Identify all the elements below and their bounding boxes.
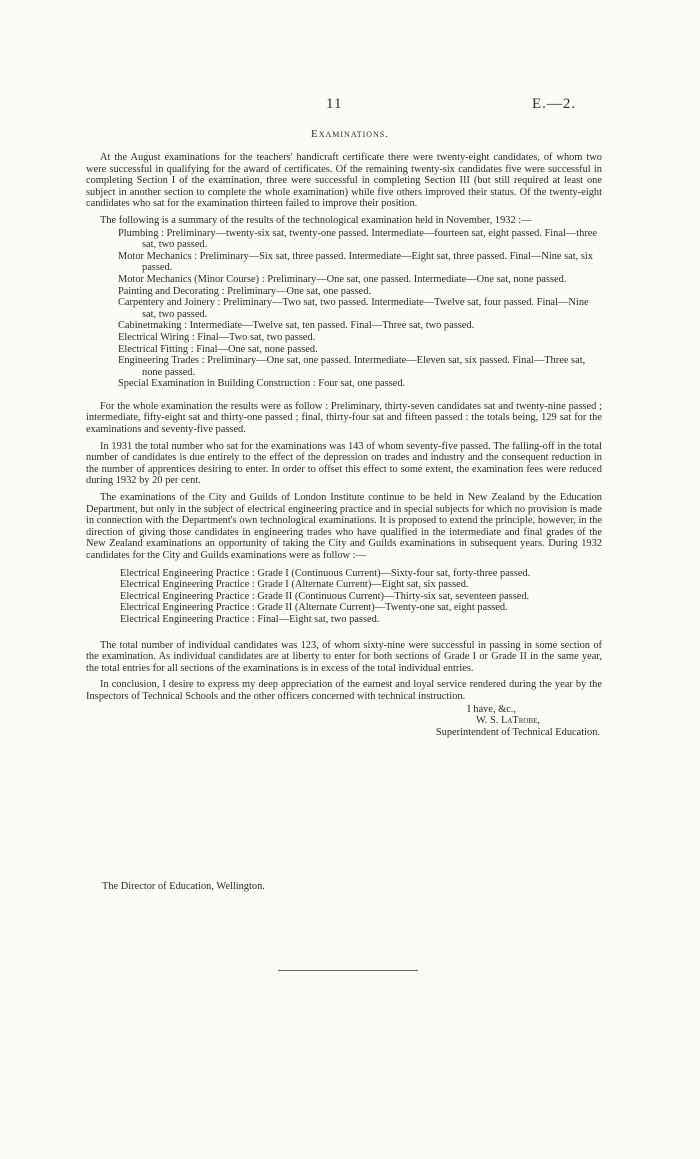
list-item: Electrical Engineering Practice : Grade II (Continuous Current)—Thirty-six sat, seventeen passed. — [120, 590, 530, 602]
paragraph-summary-intro: The following is a summary of the results of the technological examination held in November, 1932 :— — [100, 214, 532, 226]
signature-closing: I have, &c., — [467, 703, 516, 715]
list-item: Electrical Wiring : Final—Two sat, two passed. — [118, 331, 316, 343]
list-item: Engineering Trades : Preliminary—One sat, one passed. Intermediate—Eleven sat, six passed. Final—Three sat, none passed. — [118, 355, 586, 378]
paragraph-individual-candidates: The total number of individual candidates was 123, of whom sixty-nine were successful in passing in some section of the examination. As individual candidates are at liberty to enter for both sections of Grade I or Grade II in the same year, the total entries for all sections of the examinations is in excess of the total individual entries. — [86, 639, 602, 674]
list-item: Electrical Engineering Practice : Grade I (Alternate Current)—Eight sat, six passed. — [120, 579, 469, 591]
list-item: Electrical Engineering Practice : Grade I (Continuous Current)—Sixty-four sat, forty-three passed. — [120, 567, 531, 579]
list-item: Electrical Fitting : Final—One sat, none passed. — [118, 343, 318, 355]
paragraph-conclusion: In conclusion, I desire to express my deep appreciation of the earnest and loyal service rendered during the year by the Inspectors of Technical Schools and the other officers concerned with technical instruction. — [86, 679, 602, 702]
signature-title: Superintendent of Technical Education. — [435, 726, 600, 738]
document-body — [86, 152, 602, 738]
page-reference: E.—2. — [532, 96, 577, 112]
end-rule — [278, 970, 418, 971]
city-guilds-results-list — [86, 568, 602, 626]
list-item: Motor Mechanics (Minor Course) : Preliminary—One sat, one passed. Intermediate—One sat, none passed. — [118, 273, 567, 285]
list-item: Electrical Engineering Practice : Grade II (Alternate Current)—Twenty-one sat, eight passed. — [120, 602, 508, 614]
paragraph-1931-comparison: In 1931 the total number who sat for the examinations was 143 of whom seventy-five passed. The falling-off in the total number of candidates is due entirely to the effect of the depression on trades and industry and the consequent reduction in the number of apprentices desiring to enter. In order to offset this effect to some extent, the examination fees were reduced during 1932 by 20 per cent. — [86, 440, 602, 487]
addressee: The Director of Education, Wellington. — [102, 881, 265, 892]
paragraph-handicraft-certificate: At the August examinations for the teachers' handicraft certificate there were twenty-eight candidates, of whom two were successful in qualifying for the award of certificates. Of the remaining twenty-six candidates five were successful in completing Section I of the examination, three were successful in completing Section III (but still required at least one subject in another section to complete the whole examination) while five others improved their status. Of the twenty-eight candidates who sat for the examination thirteen failed to improve their position. — [86, 152, 602, 210]
list-item: Carpentery and Joinery : Preliminary—Two sat, two passed. Intermediate—Twelve sat, four passed. Final—Nine sat, two passed. — [118, 297, 589, 320]
paragraph-city-and-guilds: The examinations of the City and Guilds of London Institute continue to be held in New Zealand by the Education Department, but only in the subject of electrical engineering practice and in special subjects for which no provision is made in connection with the Department's own technological examinations. It is proposed to extend the principle, however, in the direction of giving those candidates in engineering trades who have qualified in the intermediate and final grades of the New Zealand examinations an opportunity of taking the City and Guilds examinations in subsequent years. During 1932 candidates for the City and Guilds examinations were as follow :— — [86, 492, 602, 561]
signature-block — [86, 704, 602, 739]
list-item: Special Examination in Building Construction : Four sat, one passed. — [118, 378, 406, 390]
list-item: Electrical Engineering Practice : Final—Eight sat, two passed. — [120, 613, 380, 625]
technological-results-list — [86, 228, 602, 390]
signature-name: W. S. LaTrobe, — [475, 715, 540, 727]
list-item: Cabinetmaking : Intermediate—Twelve sat, ten passed. Final—Three sat, two passed. — [118, 320, 475, 332]
list-item: Painting and Decorating : Preliminary—One sat, one passed. — [118, 285, 372, 297]
list-item: Motor Mechanics : Preliminary—Six sat, three passed. Intermediate—Eight sat, three passed. Final—Nine sat, six passed. — [118, 250, 593, 274]
page-number: 11 — [326, 96, 343, 112]
paragraph-whole-examination: For the whole examination the results were as follow : Preliminary, thirty-seven candidates sat and twenty-nine passed ; intermediate, fifty-eight sat and thirty-one passed ; final, thirty-four sat and fifteen passed : the totals being, 129 sat for the examinations and seventy-five passed. — [86, 400, 602, 436]
list-item: Plumbing : Preliminary—twenty-six sat, twenty-one passed. Intermediate—fourteen sat, eight passed. Final—three sat, two passed. — [118, 227, 598, 251]
section-heading: Examinations. — [310, 128, 390, 140]
